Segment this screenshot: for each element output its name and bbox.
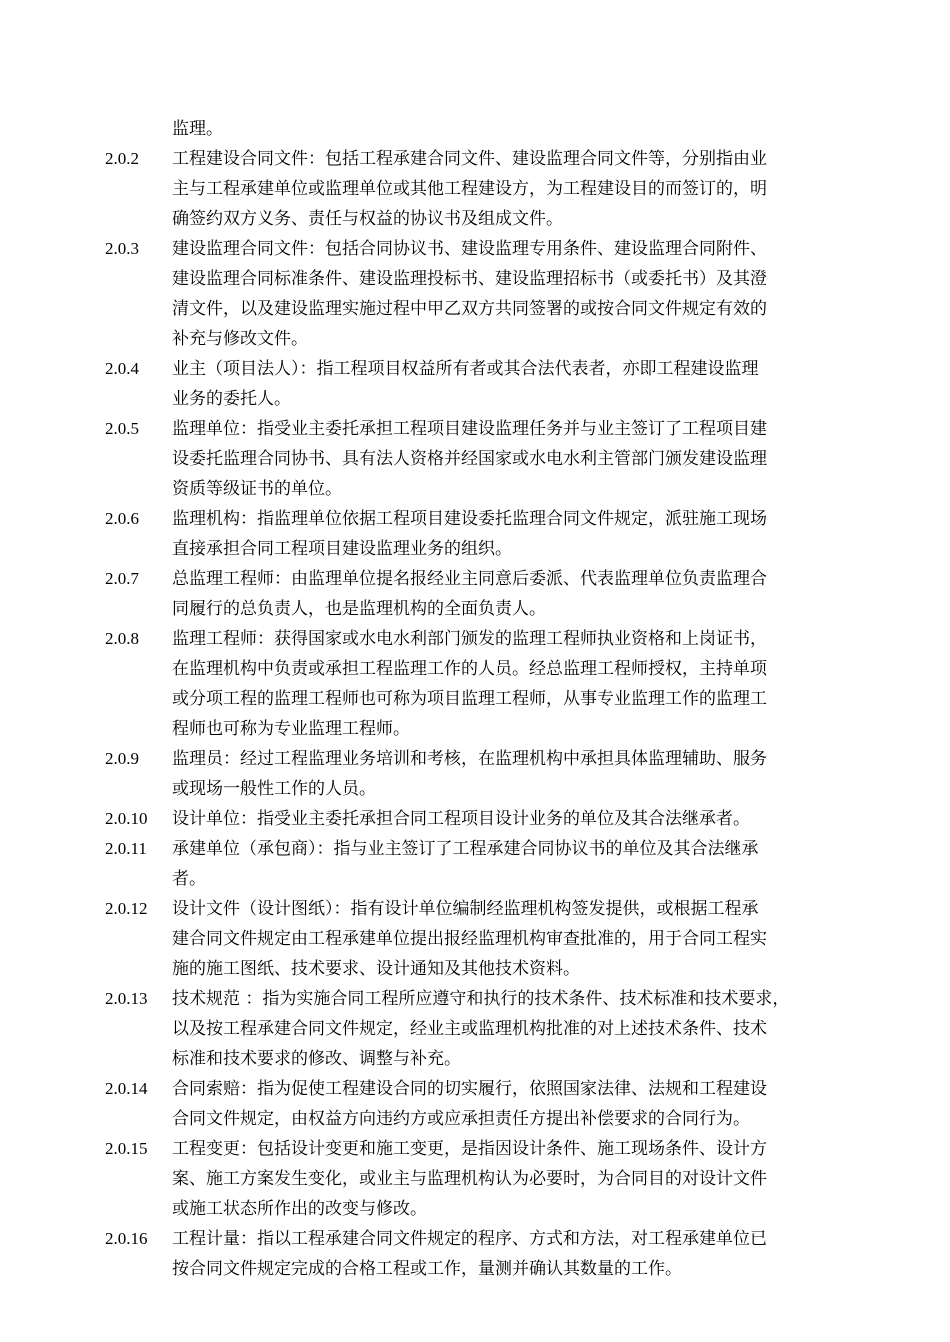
clause-number: 2.0.13 (105, 989, 148, 1008)
clause-text-line: 总监理工程师：由监理单位提名报经业主同意后委派、代表监理单位负责监理合 (172, 569, 767, 589)
clause-item (105, 1134, 855, 1224)
clause-item (105, 504, 855, 564)
clause-number: 2.0.10 (105, 809, 148, 828)
clause-text-line: 合同文件规定，由权益方向违约方或应承担责任方提出补偿要求的合同行为。 (172, 1109, 750, 1129)
clause-number: 2.0.4 (105, 359, 139, 378)
clause-text-line: 工程建设合同文件：包括工程承建合同文件、建设监理合同文件等，分别指由业 (172, 149, 767, 169)
clause-item (105, 624, 855, 744)
clause-number: 2.0.16 (105, 1229, 148, 1248)
clause-text-line: 承建单位（承包商）：指与业主签订了工程承建合同协议书的单位及其合法继承 (172, 839, 759, 859)
clause-text-line: 直接承担合同工程项目建设监理业务的组织。 (172, 539, 512, 559)
clause-number: 2.0.15 (105, 1139, 148, 1158)
clause-text-line: 工程计量：指以工程承建合同文件规定的程序、方式和方法，对工程承建单位已 (172, 1229, 767, 1249)
clause-number: 2.0.12 (105, 899, 148, 918)
clause-item (105, 1224, 855, 1284)
clause-item (105, 744, 855, 804)
clause-text-line: 建设监理合同标准条件、建设监理投标书、建设监理招标书（或委托书）及其澄 (172, 269, 767, 289)
clause-item (105, 144, 855, 234)
clause-text-line: 资质等级证书的单位。 (172, 479, 342, 499)
clause-number: 2.0.2 (105, 149, 139, 168)
clause-text-line: 设计文件（设计图纸）：指有设计单位编制经监理机构签发提供，或根据工程承 (172, 899, 759, 919)
clause-item (105, 234, 855, 354)
clause-item (105, 894, 855, 984)
clause-number: 2.0.6 (105, 509, 139, 528)
clause-text-line: 设计单位：指受业主委托承担合同工程项目设计业务的单位及其合法继承者。 (172, 809, 750, 829)
clause-item (105, 414, 855, 504)
clause-text-line: 建设监理合同文件：包括合同协议书、建设监理专用条件、建设监理合同附件、 (172, 239, 767, 259)
clause-text-line: 业主（项目法人）：指工程项目权益所有者或其合法代表者，亦即工程建设监理 (172, 359, 759, 379)
clause-text-line: 监理工程师：获得国家或水电水利部门颁发的监理工程师执业资格和上岗证书， (172, 629, 767, 649)
clause-text-line: 以及按工程承建合同文件规定，经业主或监理机构批准的对上述技术条件、技术 (172, 1019, 767, 1039)
clause-text-line: 按合同文件规定完成的合格工程或工作，量测并确认其数量的工作。 (172, 1259, 682, 1279)
clause-item (105, 564, 855, 624)
clause-number: 2.0.8 (105, 629, 139, 648)
clause-text-line: 或施工状态所作出的改变与修改。 (172, 1199, 427, 1219)
clause-text-line: 主与工程承建单位或监理单位或其他工程建设方，为工程建设目的而签订的，明 (172, 179, 767, 199)
clause-text-line: 设委托监理合同协书、具有法人资格并经国家或水电水利主管部门颁发建设监理 (172, 449, 767, 469)
clause-text-line: 监理单位：指受业主委托承担工程项目建设监理任务并与业主签订了工程项目建 (172, 419, 767, 439)
clause-text-line: 在监理机构中负责或承担工程监理工作的人员。经总监理工程师授权，主持单项 (172, 659, 767, 679)
clause-text-line: 确签约双方义务、责任与权益的协议书及组成文件。 (172, 209, 563, 229)
clause-number: 2.0.11 (105, 839, 147, 858)
clause-text-line: 清文件，以及建设监理实施过程中甲乙双方共同签署的或按合同文件规定有效的 (172, 299, 767, 319)
clause-number: 2.0.14 (105, 1079, 148, 1098)
clause-item (105, 804, 855, 834)
clause-text-line: 业务的委托人。 (172, 389, 291, 409)
clause-text-line: 施的施工图纸、技术要求、设计通知及其他技术资料。 (172, 959, 580, 979)
clause-number: 2.0.3 (105, 239, 139, 258)
clause-text-line: 者。 (172, 869, 206, 889)
document-body (105, 114, 855, 1284)
clause-item (105, 984, 855, 1074)
clause-number: 2.0.9 (105, 749, 139, 768)
clause-number: 2.0.7 (105, 569, 139, 588)
clause-text-line: 补充与修改文件。 (172, 329, 308, 349)
clause-text-line: 案、施工方案发生变化，或业主与监理机构认为必要时，为合同目的对设计文件 (172, 1169, 767, 1189)
clause-item (105, 1074, 855, 1134)
clause-text-line: 或现场一般性工作的人员。 (172, 779, 376, 799)
clause-text-line: 技术规范 ：指为实施合同工程所应遵守和执行的技术条件、技术标准和技术要求， (172, 989, 790, 1009)
clause-number: 2.0.5 (105, 419, 139, 438)
clause-item (105, 834, 855, 894)
clause-text-line: 程师也可称为专业监理工程师。 (172, 719, 410, 739)
clause-item (105, 354, 855, 414)
clause-text-line: 工程变更：包括设计变更和施工变更，是指因设计条件、施工现场条件、设计方 (172, 1139, 767, 1159)
clause-text-line: 标准和技术要求的修改、调整与补充。 (172, 1049, 461, 1069)
continuation-text: 监理。 (172, 119, 223, 139)
clause-text-line: 监理机构：指监理单位依据工程项目建设委托监理合同文件规定，派驻施工现场 (172, 509, 767, 529)
clause-text-line: 监理员：经过工程监理业务培训和考核，在监理机构中承担具体监理辅助、服务 (172, 749, 767, 769)
clause-text-line: 合同索赔：指为促使工程建设合同的切实履行，依照国家法律、法规和工程建设 (172, 1079, 767, 1099)
clause-text-line: 建合同文件规定由工程承建单位提出报经监理机构审查批准的，用于合同工程实 (172, 929, 767, 949)
clause-text-line: 或分项工程的监理工程师也可称为项目监理工程师，从事专业监理工作的监理工 (172, 689, 767, 709)
clause-text-line: 同履行的总负责人，也是监理机构的全面负责人。 (172, 599, 546, 619)
